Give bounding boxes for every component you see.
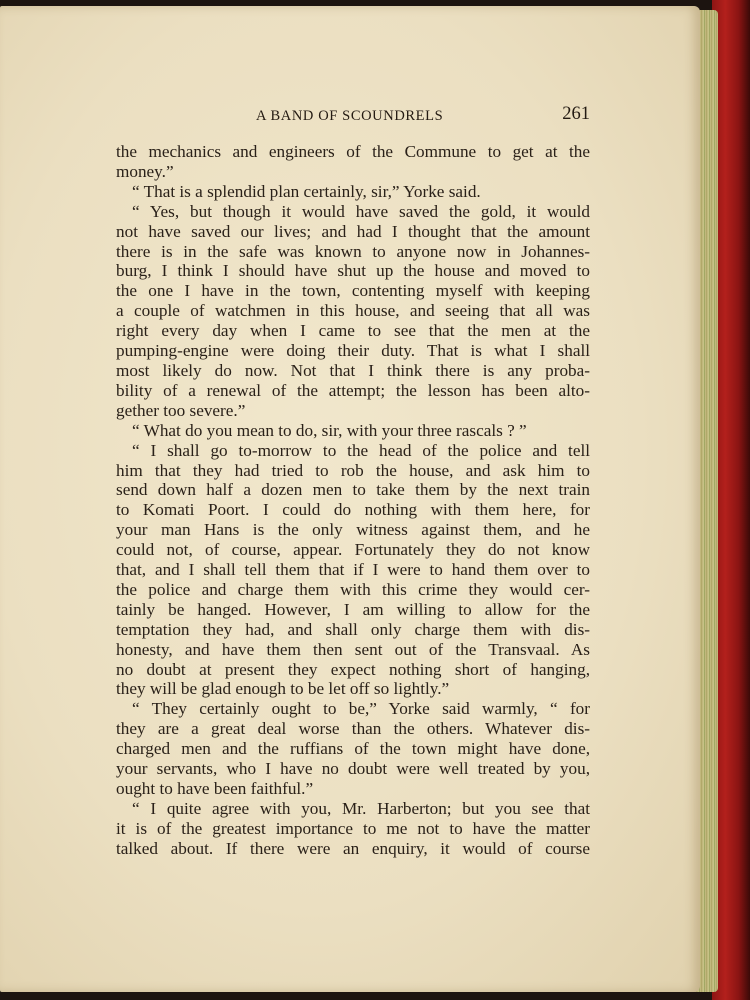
running-header: [116, 104, 590, 130]
text-line: gether too severe.”: [116, 400, 246, 420]
text-line: charged men and the ruffians of the town might have done,: [116, 739, 590, 759]
text-line: burg, I think I should have shut up the house and moved to: [116, 261, 590, 281]
text-line: “ I shall go to-morrow to the head of the police and tell: [132, 440, 590, 460]
text-line: your man Hans is the only witness against them, and he: [116, 520, 590, 540]
text-line: right every day when I came to see that the men at the: [116, 321, 590, 341]
text-line: most likely do now. Not that I think there is any proba-: [116, 360, 590, 380]
text-line: send down half a dozen men to take them by the next train: [116, 480, 590, 500]
text-line: ought to have been faithful.”: [116, 779, 314, 798]
text-line: your servants, who I have no doubt were well treated by you,: [116, 759, 590, 779]
text-line: “ They certainly ought to be,” Yorke said warmly, “ for: [132, 699, 590, 719]
text-line: honesty, and have them then sent out of the Transvaal. As: [116, 639, 590, 659]
page-number: 261: [562, 104, 590, 124]
text-line: money.”: [116, 161, 174, 181]
body-text: [116, 142, 590, 859]
text-line: pumping-engine were doing their duty. That is what I shall: [116, 341, 590, 361]
text-line: temptation they had, and shall only charge them with dis-: [116, 619, 590, 639]
text-line: the mechanics and engineers of the Commune to get at the: [116, 142, 590, 161]
running-title: A BAND OF SCOUNDRELS: [256, 108, 444, 124]
text-line: the one I have in the town, contenting myself with keeping: [116, 281, 590, 301]
text-line: the police and charge them with this crime they would cer-: [116, 579, 590, 599]
text-line: not have saved our lives; and had I thought that the amount: [116, 221, 590, 241]
text-line: “ What do you mean to do, sir, with your three rascals ? ”: [132, 420, 527, 440]
text-line: it is of the greatest importance to me not to have the matter: [116, 818, 590, 838]
text-line: “ Yes, but though it would have saved the gold, it would: [132, 201, 590, 221]
text-line: no doubt at present they expect nothing short of hanging,: [116, 659, 590, 679]
text-line: that, and I shall tell them that if I were to hand them over to: [116, 560, 590, 580]
text-line: “ That is a splendid plan certainly, sir,” Yorke said.: [132, 181, 481, 201]
text-line: they are a great deal worse than the others. Whatever dis-: [116, 719, 590, 739]
text-line: tainly be hanged. However, I am willing to allow for the: [116, 599, 590, 619]
text-line: to Komati Poort. I could do nothing with them here, for: [116, 500, 590, 520]
text-line: they will be glad enough to be let off so lightly.”: [116, 679, 450, 699]
text-line: talked about. If there were an enquiry, it would of course: [116, 838, 590, 858]
text-line: “ I quite agree with you, Mr. Harberton; but you see that: [132, 798, 590, 818]
text-line: him that they had tried to rob the house, and ask him to: [116, 460, 590, 480]
text-line: bility of a renewal of the attempt; the lesson has been alto-: [116, 380, 590, 400]
text-line: there is in the safe was known to anyone now in Johannes-: [116, 241, 590, 261]
text-line: a couple of watchmen in this house, and seeing that all was: [116, 301, 590, 321]
text-line: could not, of course, appear. Fortunately they do not know: [116, 540, 590, 560]
